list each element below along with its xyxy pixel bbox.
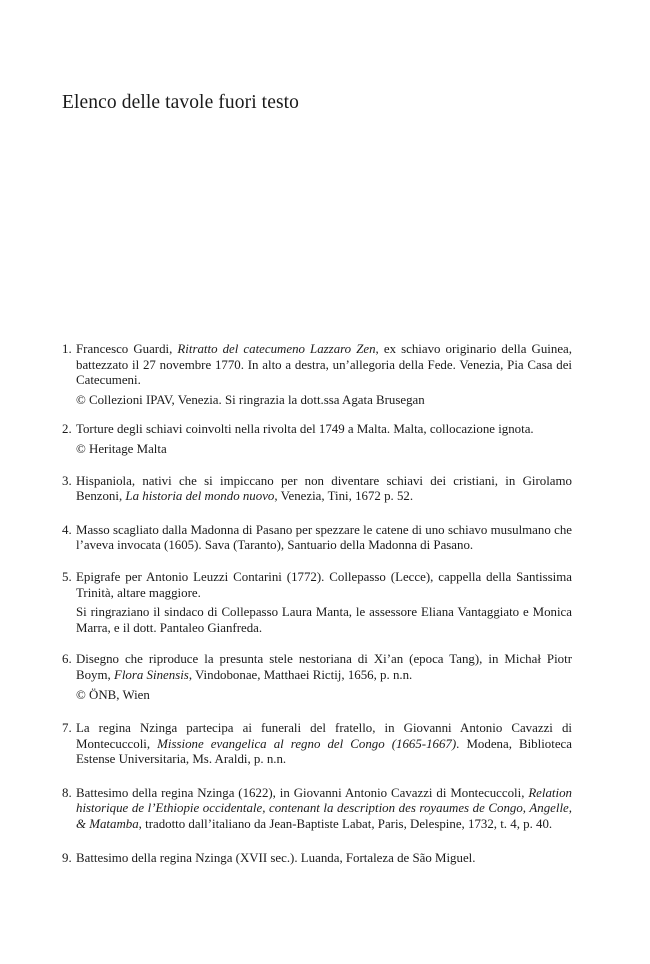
plate-entry <box>62 570 572 636</box>
caption-text: © ÖNB, Wien <box>76 687 150 702</box>
caption-text: Hispaniola, nativi che si impiccano per non diventare schiavi dei cristiani, in Girolamo Benzoni, <box>76 473 572 504</box>
plate-caption <box>76 652 572 683</box>
plate-entry <box>62 721 572 768</box>
plate-number: 3. <box>62 473 72 488</box>
caption-text: Epigrafe per Antonio Leuzzi Contarini (1772). Collepasso (Lecce), cappella della Santissima Trinità, altare maggiore. <box>76 569 572 600</box>
plate-caption <box>76 570 572 601</box>
plate-number: 5. <box>62 569 72 584</box>
plate-caption <box>76 342 572 389</box>
caption-text: Si ringraziano il sindaco di Collepasso Laura Manta, le assessore Eliana Vantaggiato e Monica Marra, e il dott. Pantaleo Gianfreda. <box>76 605 572 635</box>
caption-text: . Modena, Biblioteca Estense Universitaria, Ms. Araldi, p. n.n. <box>76 736 572 767</box>
italic-title: Flora Sinensis <box>113 667 189 682</box>
caption-text: Disegno che riproduce la presunta stele nestoriana di Xi’an (epoca Tang), in Michał Piotr Boym, <box>76 652 572 682</box>
plates-list <box>62 342 572 866</box>
caption-text: , ex schiavo originario della Guinea, battezzato il 27 novembre 1770. In alto a destra, un’allegoria della Fede. Venezia, Pia Casa dei Catecumeni. <box>76 342 573 388</box>
plate-number: 8. <box>62 785 72 800</box>
plate-caption <box>76 786 572 833</box>
caption-text: , Vindobonae, Matthaei Rictij, 1656, p. n.n. <box>188 667 413 682</box>
italic-title: Relation historique de l’Ethiopie occidentale, contenant la description des royaumes de Congo, Angelle, & Matamba <box>76 785 572 832</box>
plate-entry <box>62 652 572 703</box>
caption-text: Francesco Guardi, <box>76 342 178 356</box>
caption-text: La regina Nzinga partecipa ai funerali del fratello, in Giovanni Antonio Cavazzi di Montecuccoli, <box>76 721 572 751</box>
plate-entry <box>62 851 572 867</box>
plate-entry <box>62 474 572 505</box>
plate-caption <box>76 851 572 867</box>
plate-credit <box>76 393 572 409</box>
plate-caption <box>76 721 572 768</box>
italic-title: La historia del mondo nuovo <box>125 489 275 504</box>
plate-entry <box>62 422 572 457</box>
caption-text: , tradotto dall’italiano da Jean-Baptiste Labat, Paris, Delespine, 1732, t. 4, p. 40. <box>138 817 553 832</box>
plate-number: 6. <box>62 652 72 667</box>
caption-text: Masso scagliato dalla Madonna di Pasano per spezzare le catene di uno schiavo musulmano che l’aveva invocata (1605). Sava (Taranto), Santuario della Madonna di Pasano. <box>76 522 572 553</box>
plate-credit <box>76 605 572 636</box>
italic-title: Ritratto del catecumeno Lazzaro Zen <box>177 342 376 356</box>
plate-entry <box>62 523 572 554</box>
plate-entry <box>62 786 572 833</box>
plate-number: 1. <box>62 342 72 356</box>
caption-text: , Venezia, Tini, 1672 p. 52. <box>274 489 414 504</box>
page-title: Elenco delle tavole fuori testo <box>62 92 300 113</box>
plate-caption <box>76 422 572 438</box>
plate-number: 9. <box>62 850 72 865</box>
plate-number: 4. <box>62 522 72 537</box>
caption-text: © Collezioni IPAV, Venezia. Si ringrazia la dott.ssa Agata Brusegan <box>76 392 425 407</box>
plate-number: 2. <box>62 422 72 437</box>
caption-text: Torture degli schiavi coinvolti nella rivolta del 1749 a Malta. Malta, collocazione ignota. <box>76 422 534 437</box>
plate-credit <box>76 442 572 458</box>
caption-text: Battesimo della regina Nzinga (XVII sec.). Luanda, Fortaleza de São Miguel. <box>76 850 476 865</box>
plate-caption <box>76 523 572 554</box>
plate-caption <box>76 474 572 505</box>
caption-text: © Heritage Malta <box>76 441 167 456</box>
plate-number: 7. <box>62 721 72 736</box>
plate-credit <box>76 688 572 704</box>
caption-text: Battesimo della regina Nzinga (1622), in Giovanni Antonio Cavazzi di Montecuccoli, <box>76 785 529 800</box>
plate-entry <box>62 342 572 408</box>
italic-title: Missione evangelica al regno del Congo (1665-1667) <box>157 736 457 751</box>
